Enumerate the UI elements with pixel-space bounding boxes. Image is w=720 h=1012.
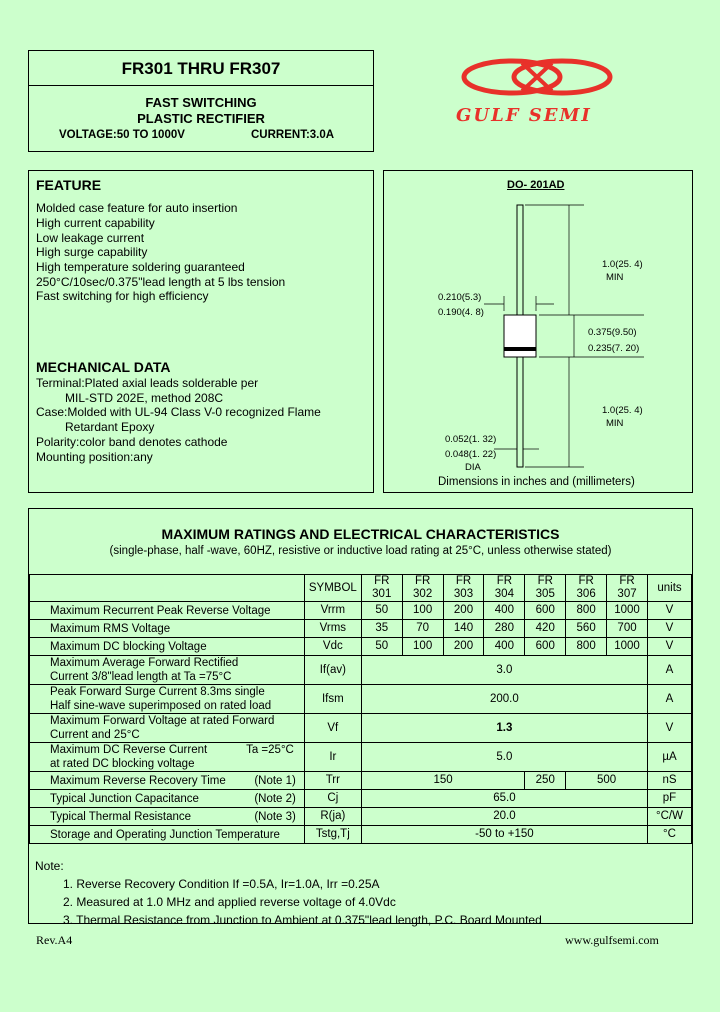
product-type-line1: FAST SWITCHING xyxy=(145,95,257,110)
param-cell: Peak Forward Surge Current 8.3ms single Half sine-wave superimposed on rated load xyxy=(30,685,305,714)
voltage-spec: VOLTAGE:50 TO 1000V xyxy=(59,129,185,141)
unit-cell: nS xyxy=(647,772,691,790)
lead-length-top-min: MIN xyxy=(606,272,624,283)
unit-cell: V xyxy=(647,602,691,620)
lead-diameter-min: 0.048(1. 22) xyxy=(445,449,497,460)
feature-item: High surge capability xyxy=(36,245,148,259)
lead-diameter-max: 0.052(1. 32) xyxy=(445,434,497,445)
table-row xyxy=(30,743,692,772)
symbol-cell: Vdc xyxy=(304,638,361,656)
unit-cell: A xyxy=(647,656,691,685)
symbol-cell: If(av) xyxy=(304,656,361,685)
table-row xyxy=(30,772,692,790)
value-cell: 1000 xyxy=(607,602,648,620)
website-link[interactable]: www.gulfsemi.com xyxy=(565,933,659,947)
value-cell: 20.0 xyxy=(361,808,647,826)
param-cell: Maximum Reverse Recovery Time (Note 1) xyxy=(30,772,305,790)
diode-outline-drawing xyxy=(384,171,694,494)
value-cell: 400 xyxy=(484,638,525,656)
mechanical-line: Mounting position:any xyxy=(36,450,153,464)
value-cell: 50 xyxy=(361,638,402,656)
value-cell: 1.3 xyxy=(361,714,647,743)
ratings-table xyxy=(29,574,692,844)
symbol-cell: Trr xyxy=(304,772,361,790)
header-blank xyxy=(30,575,305,602)
product-type-line2: PLASTIC RECTIFIER xyxy=(137,111,265,126)
value-cell: 800 xyxy=(566,638,607,656)
notes-heading: Note: xyxy=(35,859,64,873)
table-row xyxy=(30,714,692,743)
symbol-header: SYMBOL xyxy=(304,575,361,602)
mechanical-line: Polarity:color band denotes cathode xyxy=(36,435,228,449)
param-cell: Maximum Forward Voltage at rated Forward Current and 25°C xyxy=(30,714,305,743)
symbol-cell: Ifsm xyxy=(304,685,361,714)
param-cell: Maximum DC blocking Voltage xyxy=(30,638,305,656)
param-cell: Typical Junction Capacitance (Note 2) xyxy=(30,790,305,808)
value-cell: 600 xyxy=(525,602,566,620)
body-length-min: 0.235(7. 20) xyxy=(588,343,640,354)
table-row xyxy=(30,602,692,620)
part-range-title: FR301 THRU FR307 xyxy=(29,51,373,86)
lead-diameter-label: DIA xyxy=(465,462,481,473)
package-diagram-panel xyxy=(383,170,693,493)
param-cell: Maximum Recurrent Peak Reverse Voltage xyxy=(30,602,305,620)
symbol-cell: Vf xyxy=(304,714,361,743)
value-cell: 1000 xyxy=(607,638,648,656)
value-cell: 140 xyxy=(443,620,484,638)
note-item: 2. Measured at 1.0 MHz and applied reverse voltage of 4.0Vdc xyxy=(63,895,396,909)
mechanical-line: Retardant Epoxy xyxy=(65,420,155,434)
param-cell: Maximum DC Reverse Current Ta =25°C at rated DC blocking voltage xyxy=(30,743,305,772)
mechanical-line: Terminal:Plated axial leads solderable per xyxy=(36,376,259,390)
value-cell: 280 xyxy=(484,620,525,638)
unit-cell: µA xyxy=(647,743,691,772)
value-cell: 100 xyxy=(402,638,443,656)
value-cell: -50 to +150 xyxy=(361,826,647,844)
feature-item: Low leakage current xyxy=(36,231,145,245)
body-diameter-max: 0.210(5.3) xyxy=(438,292,482,303)
feature-item: High temperature soldering guaranteed xyxy=(36,260,245,274)
lead-length-bottom: 1.0(25. 4) xyxy=(602,405,643,416)
table-row xyxy=(30,638,692,656)
param-cell: Typical Thermal Resistance (Note 3) xyxy=(30,808,305,826)
value-cell: 560 xyxy=(566,620,607,638)
feature-item: 250°C/10sec/0.375"lead length at 5 lbs tension xyxy=(36,275,286,289)
feature-heading: FEATURE xyxy=(36,177,102,193)
param-cell: Storage and Operating Junction Temperature xyxy=(30,826,305,844)
mechanical-heading: MECHANICAL DATA xyxy=(36,359,171,375)
part-header: FR 305 xyxy=(525,575,566,602)
value-cell: 400 xyxy=(484,602,525,620)
ratings-subtitle: (single-phase, half -wave, 60HZ, resistive or inductive load rating at 25°C, unless otherwise stated) xyxy=(109,545,612,557)
units-header: units xyxy=(647,575,691,602)
symbol-cell: Cj xyxy=(304,790,361,808)
part-header: FR 304 xyxy=(484,575,525,602)
mechanical-line: MIL-STD 202E, method 208C xyxy=(65,391,224,405)
value-cell: 500 xyxy=(566,772,648,790)
part-header: FR 306 xyxy=(566,575,607,602)
notes-section xyxy=(35,857,542,929)
unit-cell: A xyxy=(647,685,691,714)
value-cell: 200 xyxy=(443,602,484,620)
feature-item: Molded case feature for auto insertion xyxy=(36,201,238,215)
value-cell: 700 xyxy=(607,620,648,638)
table-row xyxy=(30,685,692,714)
part-header: FR 301 xyxy=(361,575,402,602)
param-cell: Maximum RMS Voltage xyxy=(30,620,305,638)
unit-cell: °C/W xyxy=(647,808,691,826)
unit-cell: V xyxy=(647,620,691,638)
table-row xyxy=(30,620,692,638)
body-diameter-min: 0.190(4. 8) xyxy=(438,307,484,318)
note-item: 3. Thermal Resistance from Junction to Ambient at 0.375"lead length, P.C. Board Mounted xyxy=(63,913,542,927)
value-cell: 5.0 xyxy=(361,743,647,772)
value-cell: 200 xyxy=(443,638,484,656)
value-cell: 100 xyxy=(402,602,443,620)
symbol-cell: Ir xyxy=(304,743,361,772)
lead-length-top: 1.0(25. 4) xyxy=(602,259,643,270)
table-row xyxy=(30,808,692,826)
symbol-cell: Vrms xyxy=(304,620,361,638)
ratings-title: MAXIMUM RATINGS AND ELECTRICAL CHARACTERISTICS xyxy=(161,526,560,542)
unit-cell: V xyxy=(647,638,691,656)
value-cell: 3.0 xyxy=(361,656,647,685)
table-row xyxy=(30,790,692,808)
dimensions-caption: Dimensions in inches and (millimeters) xyxy=(438,476,635,488)
body-length-max: 0.375(9.50) xyxy=(588,327,637,338)
note-item: 1. Reverse Recovery Condition If =0.5A, Ir=1.0A, Irr =0.25A xyxy=(63,877,380,891)
unit-cell: pF xyxy=(647,790,691,808)
value-cell: 200.0 xyxy=(361,685,647,714)
value-cell: 70 xyxy=(402,620,443,638)
package-name: DO- 201AD xyxy=(507,179,565,191)
part-header: FR 302 xyxy=(402,575,443,602)
value-cell: 35 xyxy=(361,620,402,638)
title-block xyxy=(28,50,374,152)
value-cell: 50 xyxy=(361,602,402,620)
symbol-cell: Tstg,Tj xyxy=(304,826,361,844)
part-header: FR 307 xyxy=(607,575,648,602)
symbol-cell: R(ja) xyxy=(304,808,361,826)
logo-text: GULF SEMI xyxy=(456,105,592,126)
unit-cell: °C xyxy=(647,826,691,844)
current-spec: CURRENT:3.0A xyxy=(251,129,335,141)
ratings-panel xyxy=(28,508,693,927)
feature-item: Fast switching for high efficiency xyxy=(36,289,209,303)
lead-length-bottom-min: MIN xyxy=(606,418,624,429)
value-cell: 65.0 xyxy=(361,790,647,808)
value-cell: 600 xyxy=(525,638,566,656)
table-row xyxy=(30,656,692,685)
mechanical-line: Case:Molded with UL-94 Class V-0 recognized Flame xyxy=(36,405,321,419)
table-row xyxy=(30,826,692,844)
value-cell: 150 xyxy=(361,772,525,790)
value-cell: 800 xyxy=(566,602,607,620)
param-cell: Maximum Average Forward Rectified Current 3/8"lead length at Ta =75°C xyxy=(30,656,305,685)
features-panel xyxy=(28,170,374,493)
value-cell: 420 xyxy=(525,620,566,638)
table-header-row xyxy=(30,575,692,602)
feature-item: High current capability xyxy=(36,216,155,230)
symbol-cell: Vrrm xyxy=(304,602,361,620)
value-cell: 250 xyxy=(525,772,566,790)
part-header: FR 303 xyxy=(443,575,484,602)
revision-label: Rev.A4 xyxy=(36,933,73,947)
unit-cell: V xyxy=(647,714,691,743)
